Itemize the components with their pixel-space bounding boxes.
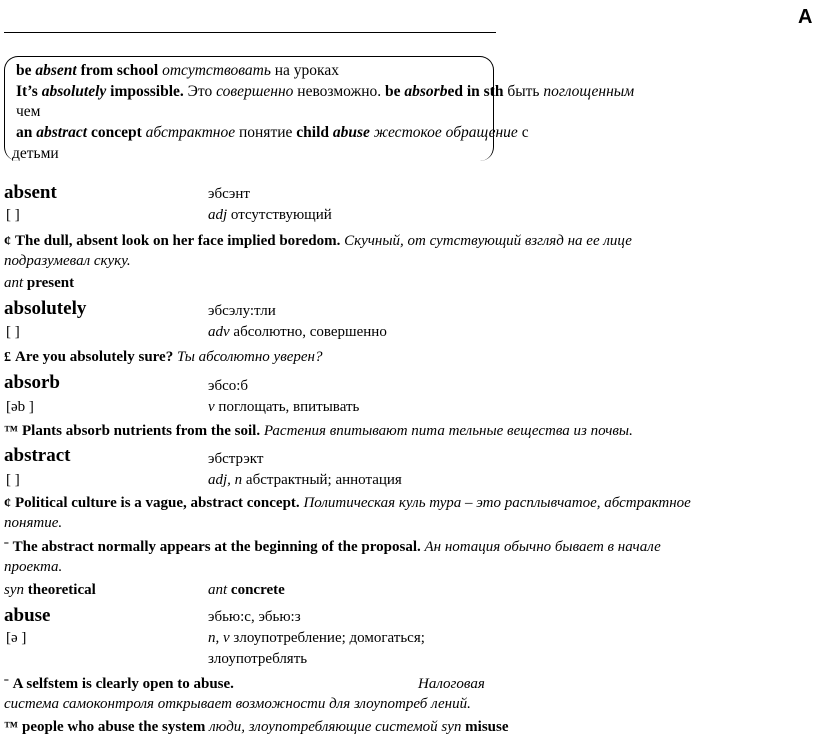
antonym-abstract [208,582,285,599]
bullet-1: ¢ [4,234,11,249]
text-run: отсутствовать [162,62,271,79]
ipa-abstract: [ ] [6,472,20,488]
example-4-ru-2: понятие. [4,515,63,531]
ant-word-2: concrete [230,582,285,598]
example-2-ru: Ты абсолютно уверен? [176,349,323,365]
example-7 [4,719,509,736]
bullet-4: ¢ [4,496,11,511]
example-4-cont [4,515,62,532]
gram-abuse-2: злоупотреблять [208,651,308,667]
headword-absolutely: absolutely [4,298,87,319]
text-run: an [16,124,37,141]
ipa-abuse: [ə ] [6,630,27,646]
headword-absorb: absorb [4,372,60,393]
text-run: невозможно. [293,83,386,100]
ipa-absorb: [əb ] [6,399,34,415]
example-3-en: Plants absorb nutrients from the soil. [22,423,261,439]
syn-label-2: syn [441,719,462,735]
example-6 [4,676,234,693]
bullet-5: ˉ [4,540,9,555]
text-run: абстрактное [145,124,236,141]
example-7-ru: люди, злоупотребляющие системой [209,719,438,735]
box-line-2 [16,83,634,101]
text-run: с [517,124,529,141]
text-run: совершенно [216,83,294,100]
text-run: absorb [404,83,448,100]
text-run: adj, n [208,472,243,488]
box-line-1 [16,62,339,80]
text-run: детьми [12,145,59,162]
antonym-absent [4,275,74,292]
text-run: злоупотребление; домогаться; [229,630,425,646]
pron-abstract: эбстрэкт [208,451,264,467]
text-run: понятие [235,124,297,141]
example-4-ru: Политическая куль тура – это расплывчатое, абстрактное [303,495,691,511]
example-6-ru-a-text: Налоговая [418,676,485,692]
text-run: абсолютно, совершенно [229,324,387,340]
text-run: отсутствующий [227,207,332,223]
example-5-cont [4,559,62,576]
syn-word-2: misuse [465,719,509,735]
text-run: абстрактный; аннотация [242,472,402,488]
synonym-abstract [4,582,96,599]
gram-absolutely [208,324,387,341]
box-line-5 [12,145,59,163]
text-run: absolutely [41,83,107,100]
example-5 [4,539,661,556]
ant-word-1: present [26,275,75,291]
gram-absent [208,207,332,224]
example-5-en: The abstract normally appears at the beginning of the proposal. [12,539,421,555]
text-run: impossible. [106,83,188,100]
ant-label-2: ant [208,582,228,598]
text-run: n, v [208,630,230,646]
text-run: adv [208,324,230,340]
example-1-ru: Скучный, от сутствующий взгляд на ее лице [344,233,632,249]
top-rule [4,32,496,33]
example-1-en: The dull, absent look on her face implied boredom. [15,233,341,249]
text-run: abstract [36,124,88,141]
ipa-absent: [ ] [6,207,20,223]
text-run: чем [16,103,41,120]
example-7-en: people who abuse the system [22,719,206,735]
example-1-ru-cont [4,253,131,270]
gram-abuse [208,630,425,647]
text-run: жестокое обращение [369,124,518,141]
syn-label: syn [4,582,24,598]
text-run: поглощать, впитывать [214,399,360,415]
example-5-ru-2: проекта. [4,559,63,575]
pron-absent: эбсэнт [208,186,250,202]
example-4 [4,495,691,512]
pron-absolutely: эбсэлу:тли [208,303,276,319]
ant-label-1: ant [4,275,24,291]
text-run: adj [208,207,228,223]
bullet-7: ™ [4,720,18,735]
text-run: v [208,399,215,415]
example-3 [4,423,633,440]
text-run: Это [187,83,217,100]
bullet-6: ˉ [4,677,9,692]
example-1-ru-2: подразумевал скуку. [4,253,131,269]
text-run: It’s [16,83,42,100]
example-6-ru [4,696,471,713]
text-run: concept [87,124,146,141]
gram-abstract [208,472,402,489]
example-6-ru-a [418,676,485,693]
example-5-ru: Ан нотация обычно бывает в начале [424,539,661,555]
ipa-absolutely: [ ] [6,324,20,340]
text-run: на уроках [270,62,339,79]
example-6-ru-2: система самоконтроля открывает возможности для злоупотреб лений. [4,696,471,712]
bullet-2: £ [4,350,11,365]
text-run: absent [35,62,77,79]
headword-absent: absent [4,182,57,203]
headword-abstract: abstract [4,445,71,466]
example-2-en: Are you absolutely sure? [15,349,174,365]
box-line-4 [16,124,529,142]
text-run: поглощенным [543,83,635,100]
text-run: child [296,124,333,141]
syn-word: theoretical [27,582,96,598]
example-4-en: Political culture is a vague, abstract concept. [15,495,300,511]
example-2 [4,349,323,366]
box-line-3 [16,103,40,121]
bullet-3: ™ [4,424,18,439]
text-run: be [385,83,405,100]
text-run: abuse [332,124,370,141]
text-run: быть [503,83,544,100]
text-run: ed in sth [447,83,504,100]
text-run: be [16,62,36,79]
text-run: from school [76,62,163,79]
page-letter: A [798,6,813,28]
pron-absorb: эбсо:б [208,378,249,394]
pron-abuse: эбью:с, эбью:з [208,609,301,625]
example-3-ru: Растения впитывают пита тельные вещества из почвы. [263,423,633,439]
gram-absorb [208,399,359,416]
example-1 [4,233,632,250]
example-6-en: A selfstem is clearly open to abuse. [12,676,234,692]
headword-abuse: abuse [4,605,51,626]
